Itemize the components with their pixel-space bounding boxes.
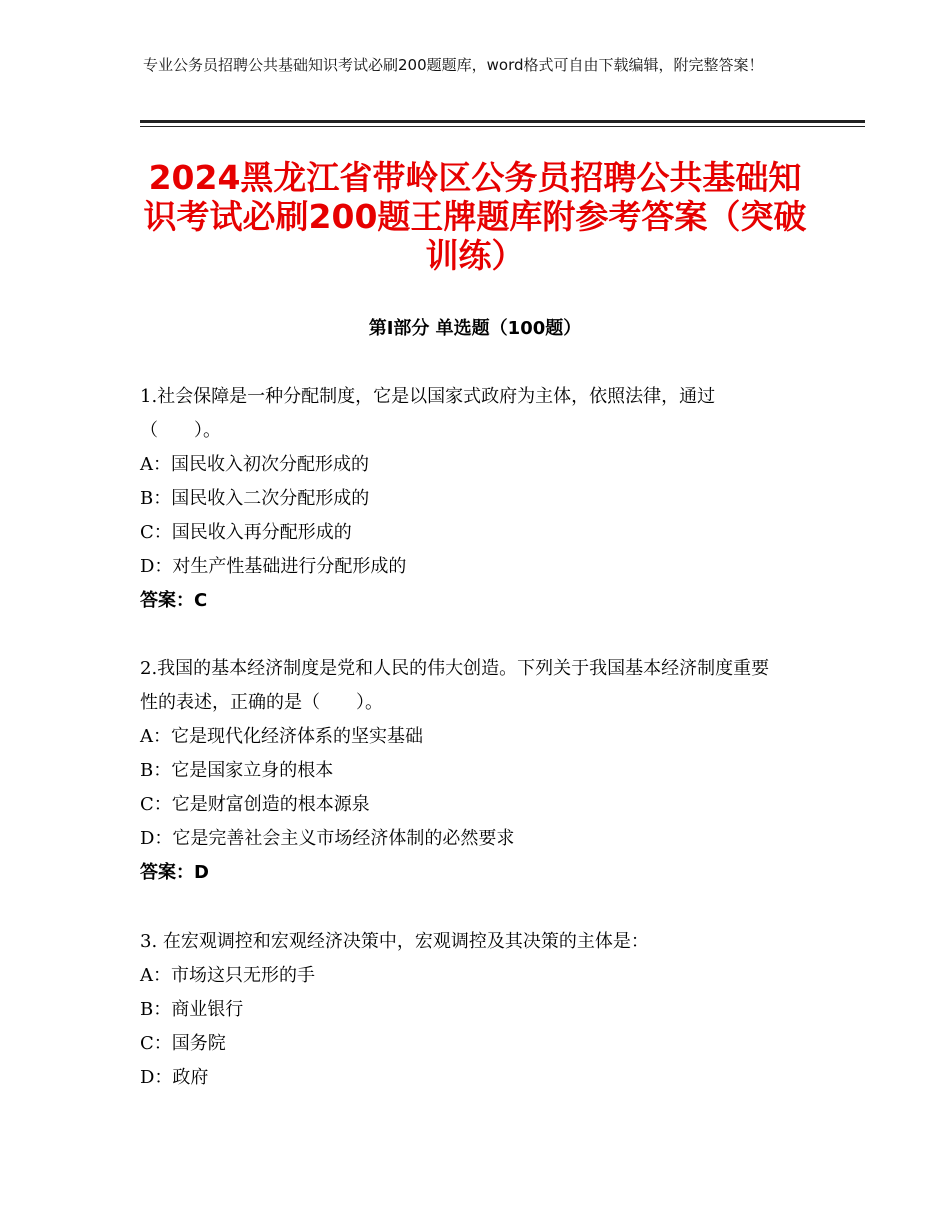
- option-d: D：对生产性基础进行分配形成的: [140, 556, 407, 577]
- option-b: B：它是国家立身的根本: [140, 760, 334, 781]
- option-d: D：它是完善社会主义市场经济体制的必然要求: [140, 828, 515, 849]
- option-c: C：它是财富创造的根本源泉: [140, 794, 370, 815]
- option-c: C：国务院: [140, 1033, 226, 1054]
- option-c: C：国民收入再分配形成的: [140, 522, 352, 543]
- option-b: B：商业银行: [140, 999, 244, 1020]
- header-divider-thin: [140, 126, 865, 127]
- header-note: 专业公务员招聘公共基础知识考试必刷200题题库，word格式可自由下载编辑，附完整答案！: [143, 56, 764, 74]
- answer: 答案：C: [140, 590, 208, 611]
- option-b: B：国民收入二次分配形成的: [140, 488, 370, 509]
- question-3: [140, 925, 820, 1095]
- document-title: 2024黑龙江省带岭区公务员招聘公共基础知识考试必刷200题王牌题库附参考答案（突破训练）: [143, 158, 807, 275]
- question-2: [140, 652, 820, 890]
- option-a: A：它是现代化经济体系的坚实基础: [140, 726, 423, 747]
- question-stem: 2.我国的基本经济制度是党和人民的伟大创造。下列关于我国基本经济制度重要性的表述，正确的是（ ）。: [140, 658, 770, 713]
- option-a: A：国民收入初次分配形成的: [140, 454, 369, 475]
- header-divider-thick: [140, 120, 865, 123]
- section-title: 第Ⅰ部分 单选题（100题）: [368, 318, 582, 339]
- question-stem: 3. 在宏观调控和宏观经济决策中，宏观调控及其决策的主体是：: [140, 931, 649, 952]
- answer: 答案：D: [140, 862, 209, 883]
- option-a: A：市场这只无形的手: [140, 965, 315, 986]
- question-1: [140, 380, 820, 618]
- question-stem: 1.社会保障是一种分配制度，它是以国家式政府为主体，依照法律，通过（ ）。: [140, 386, 716, 441]
- option-d: D：政府: [140, 1067, 209, 1088]
